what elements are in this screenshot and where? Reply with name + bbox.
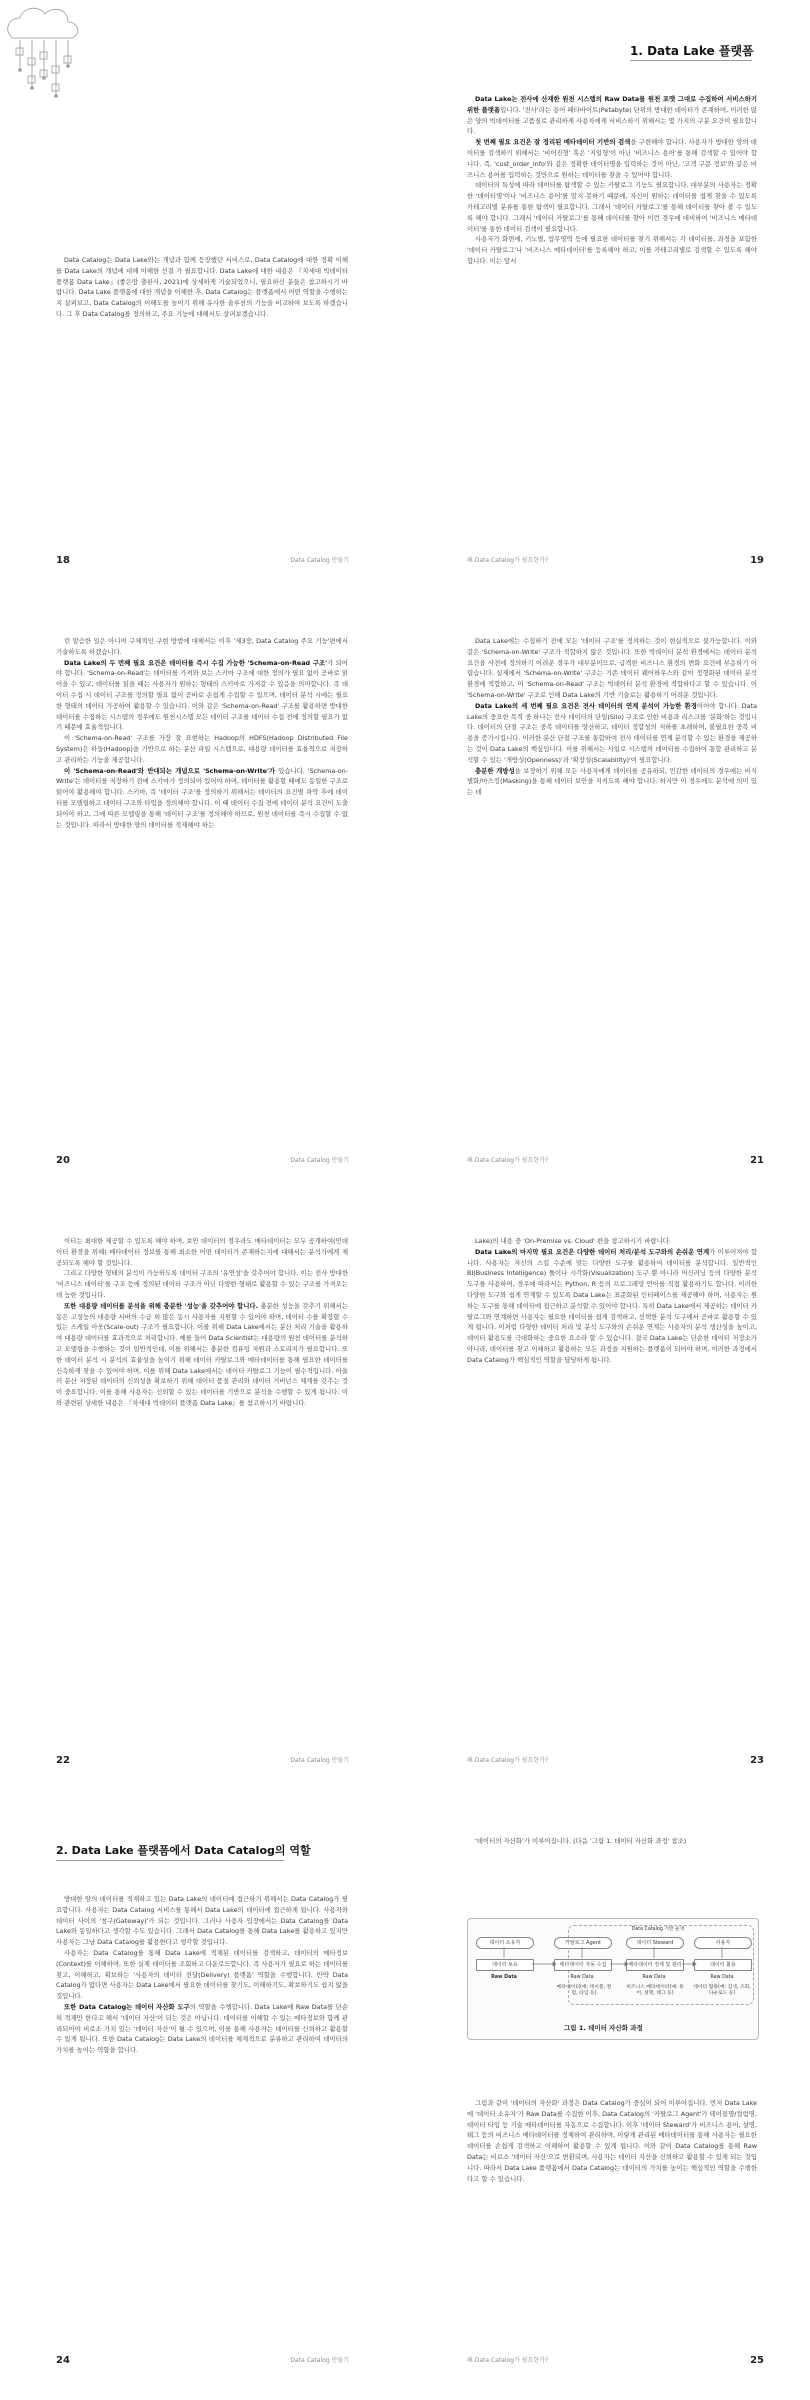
paragraph bbox=[467, 94, 757, 137]
page-24 bbox=[0, 1800, 405, 2400]
page-number: 21 bbox=[750, 1155, 764, 1166]
running-head: 왜 Data Catalog가 필요한가? bbox=[467, 557, 549, 564]
running-head: 왜 Data Catalog가 필요한가? bbox=[467, 1157, 549, 1164]
page-25 bbox=[405, 1800, 810, 2400]
running-head: Data Catalog 만들기 bbox=[290, 1757, 349, 1764]
paragraph-text: 사용자가 화면에, 키노별, 업무영역 등에 필요한 데이터를 찾기 위해서는 각 데이터를, 과정을 포함한 '데이터 카탈로그'나 '비즈니스 메타데이터'를 등록해야 하고, 이를 카테고리별로 검색할 수 있도록 해야 합니다. 이는 앞서 bbox=[467, 235, 757, 265]
raw-data-label: Raw Data bbox=[570, 1975, 594, 1980]
paragraph-text: 데이터의 특성에 따라 데이터를 탐색할 수 있는 카탈로그 기능도 필요합니다. 대부분의 사용자는 정확한 '데이터명'이나 '비즈니스 용어'를 알지 못하기 때문에, 자신이 원하는 데이터를 쉽게 찾을 수 있도록 카테고리별 분류를 통한 탐색이 필요합니다. 그래서 '데이터 카탈로그'를 통해 데이터를 찾아 볼 수 있도록 해야 합니다. 그래서 '데이터 카탈로그'를 통해 데이터를 찾아 이런 경우에 대비하여 '비즈니스 메타데이터'를 통한 데이터 검색이 필요합니다. bbox=[467, 181, 757, 233]
paragraph-text: 입니다. '전사'라는 용어 페타바이트(Petabyte) 단위의 방대한 데이터가 존재하여, 이러한 많은 양의 빅데이터를 고품질로 관리하게 사용자에게 서비스하기 위해서는 몇 가지의 구분 요건이 필요합니다. bbox=[467, 105, 757, 136]
figure-top-label: Data Catalog 기반 운영 bbox=[631, 1927, 685, 1932]
running-head: Data Catalog 만들기 bbox=[290, 1157, 349, 1164]
actor-user: 사용자 bbox=[694, 1937, 752, 1949]
figure-caption: 그림 1. 데이터 자산화 과정 bbox=[564, 2024, 643, 2032]
raw-data-label: Raw Data bbox=[642, 1975, 666, 1980]
running-head: Data Catalog 만들기 bbox=[290, 557, 349, 564]
page-number: 20 bbox=[56, 1155, 70, 1166]
spread-24-25 bbox=[0, 1800, 810, 2400]
paragraph-text: 린 말슴한 일은 아니며 구체적인 구현 방법에 대해서는 이후 '제3장, Data Catalog 주요 기능'편에서 기술하도록 하겠습니다. bbox=[56, 637, 348, 656]
actor-catalog-agent: 카탈로그 Agent bbox=[554, 1937, 612, 1949]
paragraph-text: 가 이루어져야 합니다. 사용자는 자신의 스킬 수준에 맞는 다양한 도구를 활용하여 데이터를 분석합니다. 일반적인 BI(Business Intelligence) 툴이나 시각화(Visualization) 도구 뿐 아니라 머신러닝 등의 다양한 분석 도구를 사용하며, 경우에 따라서는 Python, R 등의 프로그래밍 언어를 직접 활용하기도 합니다. 이러한 다양한 도구와 쉽게 연계할 수 있도록 Data Lake는 표준화된 인터페이스를 제공해야 하며, 사용자는 원하는 도구를 통해 데이터에 접근하고 분석할 수 있어야 합니다. 특히 Data Lake에서 제공하는 데이터 카탈로그와 연계하면 사용자는 필요한 데이터를 쉽게 검색하고, 선택한 분석 도구에서 곧바로 활용할 수 있게 됩니다. 이처럼 다양한 데이터 처리 및 분석 도구와의 손쉬운 연계는 사용자의 분석 생산성을 높이고, 데이터 활용도를 극대화하는 중요한 요소라 할 수 있습니다. 결국 Data Lake는 단순한 데이터 저장소가 아니라, 데이터를 찾고 이해하고 활용하는 모든 과정을 지원하는 플랫폼이 되어야 하며, 이러한 과정에서 Data Catalog가 핵심적인 역할을 담당하게 됩니다. bbox=[467, 1247, 757, 1364]
paragraph bbox=[56, 766, 348, 831]
note-data-use: 데이터 활용(예: 검색, 조회, 다운로드 등) bbox=[693, 1985, 751, 1996]
paragraph bbox=[56, 1301, 348, 1409]
paragraph: Data Catalog는 Data Lake와는 개념과 함께 등장했던 서비스로, Data Catalog에 대한 정확 이해를 Data Lake의 개념에 대해 이해한 선결 가 필요합니다. Data Lake에 대한 내용은 『차세대 빅데이터 플랫폼 Data Lake』(좋은땅 출판사, 2021)에 상세하게 기술되었으니, 필요하신 분들은 참고하시기 바랍니다. Data Lake 플랫폼에 대한 개념을 이해한 후, Data Catalog는 플랫폼에서 어떤 역할을 수행하는지 살펴보고, Data Catalog의 이해도를 높이기 위해 유사한 솔루션의 기능을 비교하여 보도록 하겠습니다. 그 후 Data Catalog를 정의하고, 주요 기능에 대해서도 살펴보겠습니다. bbox=[56, 256, 348, 318]
running-head: 왜 Data Catalog가 필요한가? bbox=[467, 2357, 549, 2364]
step-data-use: 데이터 활용 bbox=[694, 1959, 752, 1971]
paragraph bbox=[56, 733, 348, 765]
paragraph-text: 이어야 합니다. Data Lake의 중요한 목적 중 하나는 전사 데이터의 단일(Silo) 구조로 인한 비용과 리스크를 '분화'하는 것입니다. 데이터의 단절 구조는 중복 데이터를 양산하고, 데이터 정합성의 저하를 초래하며, 불필요한 중복 비용을 증가시킵니다. 이러한 분산 단절 구조를 통합하여 전사 데이터를 연계 분석할 수 있는 환경을 제공하는 것이 Data Lake의 핵심입니다. 이를 위해서는 사일로 시스템의 데이터를 수집하여 통합 관리하고 분석할 수 있는 '개방성(Openness)'과 '확장성(Scalability)'이 필요합니다. bbox=[467, 701, 757, 764]
page-19 bbox=[405, 0, 810, 600]
bold-phrase: Data Lake는 전사에 산재한 원천 시스템의 Raw Data를 원천 포맷 그대로 수집하여 서비스하기 위한 플랫폼 bbox=[467, 95, 757, 114]
step-auto-collect: 메타데이터 자동 수집 bbox=[554, 1959, 612, 1971]
body-text bbox=[467, 2098, 757, 2356]
paragraph bbox=[467, 766, 757, 798]
paragraph bbox=[56, 1948, 348, 2002]
paragraph bbox=[467, 137, 757, 180]
paragraph bbox=[467, 1236, 757, 1247]
note-technical-metadata: 메타데이터(예: 테이블, 컬럼, 타입 등) bbox=[556, 1985, 612, 1996]
title-underline bbox=[56, 1860, 284, 1861]
paragraph bbox=[56, 2002, 348, 2056]
section-title: 1. Data Lake 플랫폼 bbox=[630, 44, 754, 58]
running-head: Data Catalog 만들기 bbox=[290, 2357, 349, 2364]
intro-text bbox=[467, 1836, 757, 1860]
actor-data-steward: 데이터 Steward bbox=[626, 1937, 684, 1949]
bold-phrase: Data Lake의 마지막 필요 요건은 다양한 데이터 처리/분석 도구와의 손쉬운 연계 bbox=[475, 1247, 710, 1256]
paragraph-text: 충분한 성능을 갖추기 위해서는 동은 고성능의 대용량 서버의 수급 외 많은 동시 사용자를 지원할 수 있어야 하며, 데이터 수를 확장할 수 있는 스케일 아웃(Scale-out) 구조가 필요합니다. 이를 위해 Data Lake에서는 분산 처리 기술을 활용하여 대용량 데이터를 효과적으로 처리합니다. 예를 들어 Data Scientist는 대용량의 원천 데이터를 분석하고 모델링을 수행하는 것이 일반적인데, 이를 위해서는 충분한 컴퓨팅 자원과 스토리지가 필요합니다. 또한 데이터 분석 시 분석의 효율성을 높이기 위해 데이터 카탈로그와 메타데이터를 통해 필요한 데이터를 신속하게 찾을 수 있어야 하며, 이를 위해 Data Lake에서는 데이터 카탈로그 기능이 필수적입니다. 아울러 분산 저장된 데이터의 신뢰성을 확보하기 위해 데이터 품질 관리와 데이터 거버넌스 체계를 갖추는 것이 중요합니다. 이를 통해 사용자는 신뢰할 수 있는 데이터를 기반으로 분석을 수행할 수 있게 됩니다. 이와 관련된 상세한 내용은 『차세대 빅데이터 플랫폼 Data Lake』를 참고하시기 바랍니다. bbox=[56, 1301, 348, 1407]
paragraph bbox=[467, 180, 757, 234]
paragraph bbox=[467, 1247, 757, 1366]
paragraph-text: 을 구현해야 합니다. 사용자가 방대한 양의 데이터를 검색하기 위해서는 '비어진형' 혹은 '지일형'이 아닌 '비즈니스 용어'를 통해 검색할 수 있어야 합니다. 즉, 'cust_order_info'와 같은 정확한 데이터명을 입력하는 것이 아닌, '고객 구문 정보'와 같은 비즈니스 용어를 입력하는 것만으로 원하는 데이터를 찾을 수 있어야 합니다. bbox=[467, 138, 757, 179]
page-number: 18 bbox=[56, 555, 70, 566]
paragraph bbox=[56, 1268, 348, 1300]
paragraph bbox=[56, 636, 348, 658]
spread-20-21 bbox=[0, 600, 810, 1200]
paragraph bbox=[56, 1236, 348, 1268]
body-text bbox=[467, 636, 757, 1094]
body-text bbox=[467, 94, 757, 554]
cloud-network-decoration-icon bbox=[0, 0, 110, 105]
page-21 bbox=[405, 600, 810, 1200]
figure-data-assetization bbox=[467, 1918, 759, 2040]
bold-phrase: Data Lake의 두 번째 필요 요건은 데이터를 즉시 수집 가능한 'Schema-on-Read 구조' bbox=[64, 658, 328, 667]
page-number: 23 bbox=[750, 1755, 764, 1766]
section-title: 2. Data Lake 플랫폼에서 Data Catalog의 역할 bbox=[56, 1844, 311, 1857]
paragraph-text: 가 되어야 합니다. 'Schema-on-Read'는 데이터를 가져와 보는 스키마 구조에 대한 정의가 필요 없이 곧바로 읽어올 수 있고, 데이터를 읽을 때는 사용자가 원하는 형태의 스키마로 가져갈 수 있음을 의미합니다. 즉 데이터 수집 시 데이터 구조를 정의할 필요 없이 곧바로 손쉽게 수집할 수 있으며, 데이터 분석 시에는 필요한 형태의 데이터 가공하여 활용할 수 있습니다. 이와 같은 'Schema-on-Read' 구조를 활용하면 방대한 데이터를 수집하는 시스템의 경우에도 원천시스템 모든 데이터 구조를 데이터 수집 전에 정의할 필요가 없기 때문에 효율적입니다. bbox=[56, 658, 348, 732]
paragraph-text: Lake)의 내용 중 'On-Premise vs. Cloud' 편을 참고하시기 바랍니다. bbox=[475, 1237, 671, 1245]
body-text bbox=[56, 1236, 348, 1706]
bold-phrase: 첫 번째 필요 요건은 잘 정리된 메타데이터 기반의 검색 bbox=[475, 138, 631, 147]
paragraph-text: 이 'Schema-on-Read' 구조를 가장 잘 표현하는 Hadoop의 HDFS(Hadoop Distributed File System)은 하둡(Hadoop)을 기반으로 하는 분산 파일 시스템으로, 대용량 데이터를 효율적으로 저장하고 관리하는 기능을 제공합니다. bbox=[56, 734, 348, 764]
page-number: 25 bbox=[750, 2355, 764, 2366]
paragraph bbox=[467, 701, 757, 766]
page-18 bbox=[0, 0, 405, 600]
paragraph bbox=[56, 1894, 348, 1948]
bold-phrase: Data Lake의 세 번째 필요 요건은 전사 데이터의 연계 분석이 가능한 환경 bbox=[475, 701, 697, 710]
bold-phrase: 이 'Schema-on-Read'와 반대되는 개념으로 'Schema-on-Write'가 bbox=[64, 766, 276, 775]
paragraph bbox=[467, 234, 757, 266]
paragraph: 그림과 같이 '데이터의 자산화' 과정은 Data Catalog가 중심이 되어 이루어집니다. 먼저 Data Lake에 '데이터 소유자'가 Raw Data를 수집한 이후, Data Catalog의 '카탈로그 Agent'가 테이블명/컬럼명, 데이터 타입 등 기술 메타데이터를 자동으로 수집합니다. 이후 '데이터 Steward'가 비즈니스 용어, 설명, 태그 등의 비즈니스 메타데이터를 정제하여 관리하며, 이렇게 관리된 메타데이터를 통해 사용자는 필요한 데이터를 손쉽게 검색하고 이해하여 활용할 수 있게 됩니다. 이와 같이 Data Catalog를 통해 Raw Data는 비로소 '데이터 자산'으로 변환되며, 사용자는 데이터 자산을 신뢰하고 활용할 수 있게 되는 것입니다. 따라서 Data Lake 플랫폼에서 Data Catalog는 데이터의 가치를 높이는 핵심적인 역할을 수행한다고 할 수 있습니다. bbox=[467, 2099, 757, 2183]
paragraph-text: 사용자는 Data Catalog를 통해 Data Lake에 적재된 데이터를 검색하고, 데이터의 메타정보(Context)를 이해하며, 또한 실제 데이터를 조회하고 다운로드합니다. 즉 사용자가 필요로 하는 데이터를 찾고, 이해하고, 확보하는 '사용자의 데이터 전달(Delivery) 플랫폼' 역할을 수행합니다. 만약 Data Catalog가 없다면 사용자는 Data Lake에서 필요한 데이터를 찾기도, 이해하기도, 확보하기도 쉽지 않을 것입니다. bbox=[56, 1948, 348, 2001]
page-number: 22 bbox=[56, 1755, 70, 1766]
spread-22-23 bbox=[0, 1200, 810, 1800]
page-22 bbox=[0, 1200, 405, 1800]
raw-data-label: Raw Data bbox=[710, 1975, 734, 1980]
paragraph-text: 있습니다. 'Schema-on-Write'는 데이터를 저장하기 전에 스키마가 정의되어 있어야 하며, 데이터를 활용할 때에도 동일한 구조로 읽어야 활용해야 합니다. 스키마, 즉 '데이터 구조'를 정의하기 위해서는 데이터의 요건별 파악 후에 데이터를 모델링하고 데이터 구조와 타입을 정의해야 합니다. 이 때 데이터 수집 전에 데이터 분석 요건이 도출되어야 하고, 그에 따른 모델링을 통해 '데이터 구조'를 정의해야 하므로, 원천 데이터를 즉시 수집할 수 없는 것입니다. 따라서 방대한 양의 데이터를 적재해야 하는 bbox=[56, 766, 348, 829]
note-business-metadata: 비즈니스 메타데이터(예: 용어, 설명, 태그 등) bbox=[626, 1985, 684, 1996]
bold-phrase: 또한 대용량 데이터를 분석을 위해 충분한 '성능'을 갖추어야 합니다. bbox=[64, 1301, 259, 1310]
paragraph-text: Data Lake에는 수집하기 전에 모든 '데이터 구조'를 정의하는 것이 현실적으로 불가능합니다. 이와 같은 'Schema-on-Write' 구조가 적합하지 않은 것입니다. 또한 빅데이터 분석 환경에서는 데이터 분석 요건을 사전에 정의하기 어려운 경우가 대부분이므로, 급격한 비즈니스 환경의 변화 요건에 부응하기 어렵습니다. 실제에서 'Schema-on-Write' 구조는 기존 데이터 웨어하우스와 같이 정형화된 데이터 분석 환경에 적합하고, 이 'Schema-on-Read' 구조는 빅데이터 분석 환경에 적합하다고 할 수 있습니다. 이 'Schema-on-Write' 구조로 인해 Data Lake의 기반 기술로는 활용하기 어려운 것입니다. bbox=[467, 637, 757, 699]
step-refine-manage: 메타데이터 정제 및 관리 bbox=[626, 1959, 684, 1971]
page-number: 19 bbox=[750, 555, 764, 566]
actor-data-owner: 데이터 소유자 bbox=[476, 1937, 534, 1949]
paragraph bbox=[467, 636, 757, 701]
paragraph-text: 방대한 양의 데이터를 적재하고 있는 Data Lake의 데이터에 접근하기 위해서는 Data Catalog가 필요합니다. 사용자는 Data Catalog 서비스를 통해서 Data Lake의 데이터에 접근하게 됩니다. 사용자와 데이터 사이의 '창구(Gateway)'가 되는 것입니다. 그러나 사용자 입장에서는 Data Catalog를 Data Lake와 동일하다고 생각할 수도 있습니다. 그래서 Data Catalog를 통해 Data Lake를 활용하고 있지만 사용자는 그냥 Data Catalog를 활용한다고 생각할 것입니다. bbox=[56, 1895, 348, 1947]
paragraph-text: 그리고 다양한 형태의 분석이 가능하도록 데이터 구조의 '유연성'을 갖추어야 합니다. 이는 전사 방대한 '비즈니스 데이터'를 구조 등에 정의된 데이터 구조가 아닌 다양한 형태로 활용할 수 있는 구조를 가져오는데 능한 것입니다. bbox=[56, 1269, 348, 1299]
step-data-holding: 데이터 보유 bbox=[476, 1959, 534, 1971]
paragraph-text: 의 역할을 수행합니다. Data Lake에 Raw Data를 단순히 적재만 한다고 해서 '데이터 자산'이 되는 것은 아닙니다. 데이터를 이해할 수 있는 메타정보와 함께 관리되어야 비로소 가치 있는 '데이터 자산'이 될 수 있으며, 이를 통해 사용자는 데이터를 신뢰하고 활용할 수 있게 됩니다. 또한 Data Catalog는 Data Lake의 데이터를 체계적으로 분류하고 관리하여 데이터의 가치를 높이는 역할을 합니다. bbox=[56, 2002, 348, 2055]
page-23 bbox=[405, 1200, 810, 1800]
body-text bbox=[56, 255, 348, 365]
paragraph bbox=[56, 658, 348, 734]
paragraph: '데이터의 자산화'가 이루어집니다. (다음 '그림 1. 데이터 자산화 과정' 참조) bbox=[475, 1837, 687, 1845]
title-underline bbox=[630, 60, 752, 61]
bold-phrase: 또한 Data Catalog는 데이터 자산화 도구 bbox=[64, 2002, 190, 2011]
running-head: 왜 Data Catalog가 필요한가? bbox=[467, 1757, 549, 1764]
page-20 bbox=[0, 600, 405, 1200]
page-number: 24 bbox=[56, 2355, 70, 2366]
paragraph-text: 이터는 최대한 제공할 수 있도록 해야 하며, 보안 데이터의 경우라도 메타데이터는 모두 공개하여(민데이터 환경을 위해) 메타데이터 정보를 통해 최소한 어떤 데이터가 존재하는지에 대해서는 분석가에게 제공되도록 해야 할 것입니다. bbox=[56, 1237, 348, 1267]
bold-phrase: 충분한 개방성 bbox=[475, 766, 515, 775]
body-text bbox=[56, 636, 348, 1094]
paragraph-text: 을 보장하기 위해 모든 사용자에게 데이터를 공유하되, 민감한 데이터의 경우에는 비식별화/마스킹(Masking)을 통해 데이터 보안을 지켜도록 해야 합니다. 하지만 이 경우에도 분석에 의미 있는 데 bbox=[467, 766, 757, 797]
spread-18-19 bbox=[0, 0, 810, 600]
body-text bbox=[56, 1894, 348, 2356]
raw-data-label: Raw Data bbox=[491, 1975, 517, 1980]
body-text bbox=[467, 1236, 757, 1706]
